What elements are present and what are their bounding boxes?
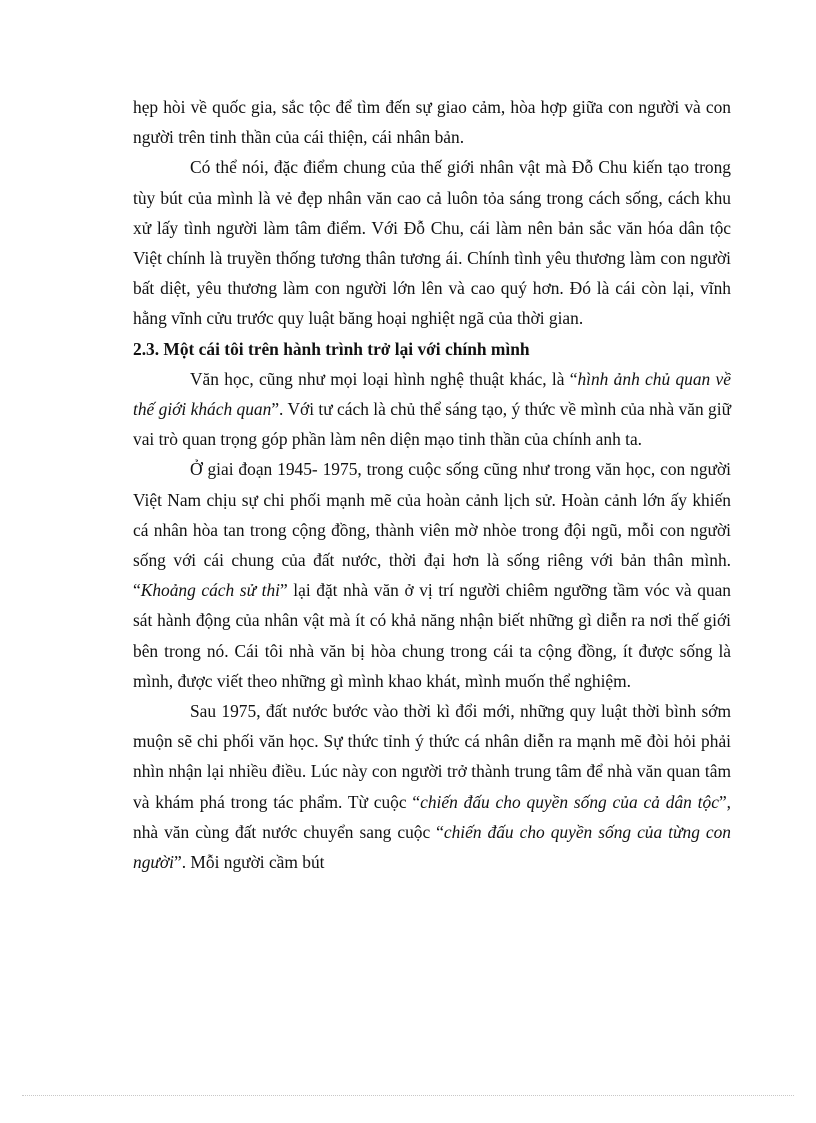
paragraph-1: hẹp hòi về quốc gia, sắc tộc để tìm đến sự giao cảm, hòa hợp giữa con người và con người trên tinh thần của cái thiện, cái nhân bản.	[133, 97, 731, 148]
section-heading: 2.3. Một cái tôi trên hành trình trở lại với chính mình	[133, 338, 530, 359]
paragraph-5-quote-2: chiến đấu cho quyền sống của từng con người	[133, 821, 731, 873]
page-bottom-divider	[22, 1095, 794, 1096]
paragraph-5-text-b: ”, nhà văn cùng đất nước chuyển sang cuộc “	[133, 791, 732, 842]
paragraph-4	[133, 454, 731, 696]
paragraph-2: Có thể nói, đặc điểm chung của thế giới nhân vật mà Đỗ Chu kiến tạo trong tùy bút của mình là vẻ đẹp nhân văn cao cả luôn tỏa sáng trong cách sống, cách khu xử lấy tình người làm tâm điểm. Với Đỗ Chu, cái làm nên bản sắc văn hóa dân tộc Việt chính là truyền thống tương thân tương ái. Chính tình yêu thương làm con người bất diệt, yêu thương làm con người lớn lên và cao quý hơn. Đó là cái còn lại, vĩnh hằng vĩnh cửu trước quy luật băng hoại nghiệt ngã của thời gian.	[133, 157, 731, 329]
paragraph-4-text-b: ” lại đặt nhà văn ở vị trí người chiêm ngưỡng tầm vóc và quan sát hành động của nhân vật mà ít có khả năng nhận biết những gì diễn ra nơi thế giới bên trong nó. Cái tôi nhà văn bị hòa chung trong cái ta cộng đồng, ít được sống là mình, được viết theo những gì mình khao khát, mình muốn thể nghiệm.	[133, 580, 731, 691]
paragraph-3	[133, 364, 731, 455]
paragraph-5-text-a: Sau 1975, đất nước bước vào thời kì đổi mới, những quy luật thời bình sớm muộn sẽ chi phối văn học. Sự thức tỉnh ý thức cá nhân diễn ra mạnh mẽ đòi hỏi phải nhìn nhận lại nhiều điều. Lúc này con người trở thành trung tâm để nhà văn quan tâm và khám phá trong tác phẩm. Từ cuộc “	[133, 701, 731, 812]
paragraph-4-text-a: Ở giai đoạn 1945- 1975, trong cuộc sống cũng như trong văn học, con người Việt Nam chịu sự chi phối mạnh mẽ của hoàn cảnh lịch sử. Hoàn cảnh lớn ấy khiến cá nhân hòa tan trong cộng đồng, thành viên mờ nhòe trong đội ngũ, mỗi con người sống với cái chung của đất nước, thời đại hơn là sống riêng với bản thân mình. “	[133, 459, 731, 601]
paragraph-4-quote: Khoảng cách sử thi	[140, 580, 280, 601]
paragraph-5-quote-1: chiến đấu cho quyền sống của cả dân tộc	[420, 791, 719, 812]
paragraph-3-text-b: ”. Với tư cách là chủ thể sáng tạo, ý thức về mình của nhà văn giữ vai trò quan trọng góp phần làm nên diện mạo tinh thần của chính anh ta.	[133, 399, 731, 450]
paragraph-3-text-a: Văn học, cũng như mọi loại hình nghệ thuật khác, là “	[190, 368, 578, 389]
document-body	[133, 92, 731, 877]
paragraph-3-quote: hình ảnh chủ quan về thế giới khách quan	[133, 368, 731, 420]
paragraph-5	[133, 696, 731, 877]
paragraph-5-text-c: ”. Mỗi người cầm bút	[174, 852, 325, 873]
